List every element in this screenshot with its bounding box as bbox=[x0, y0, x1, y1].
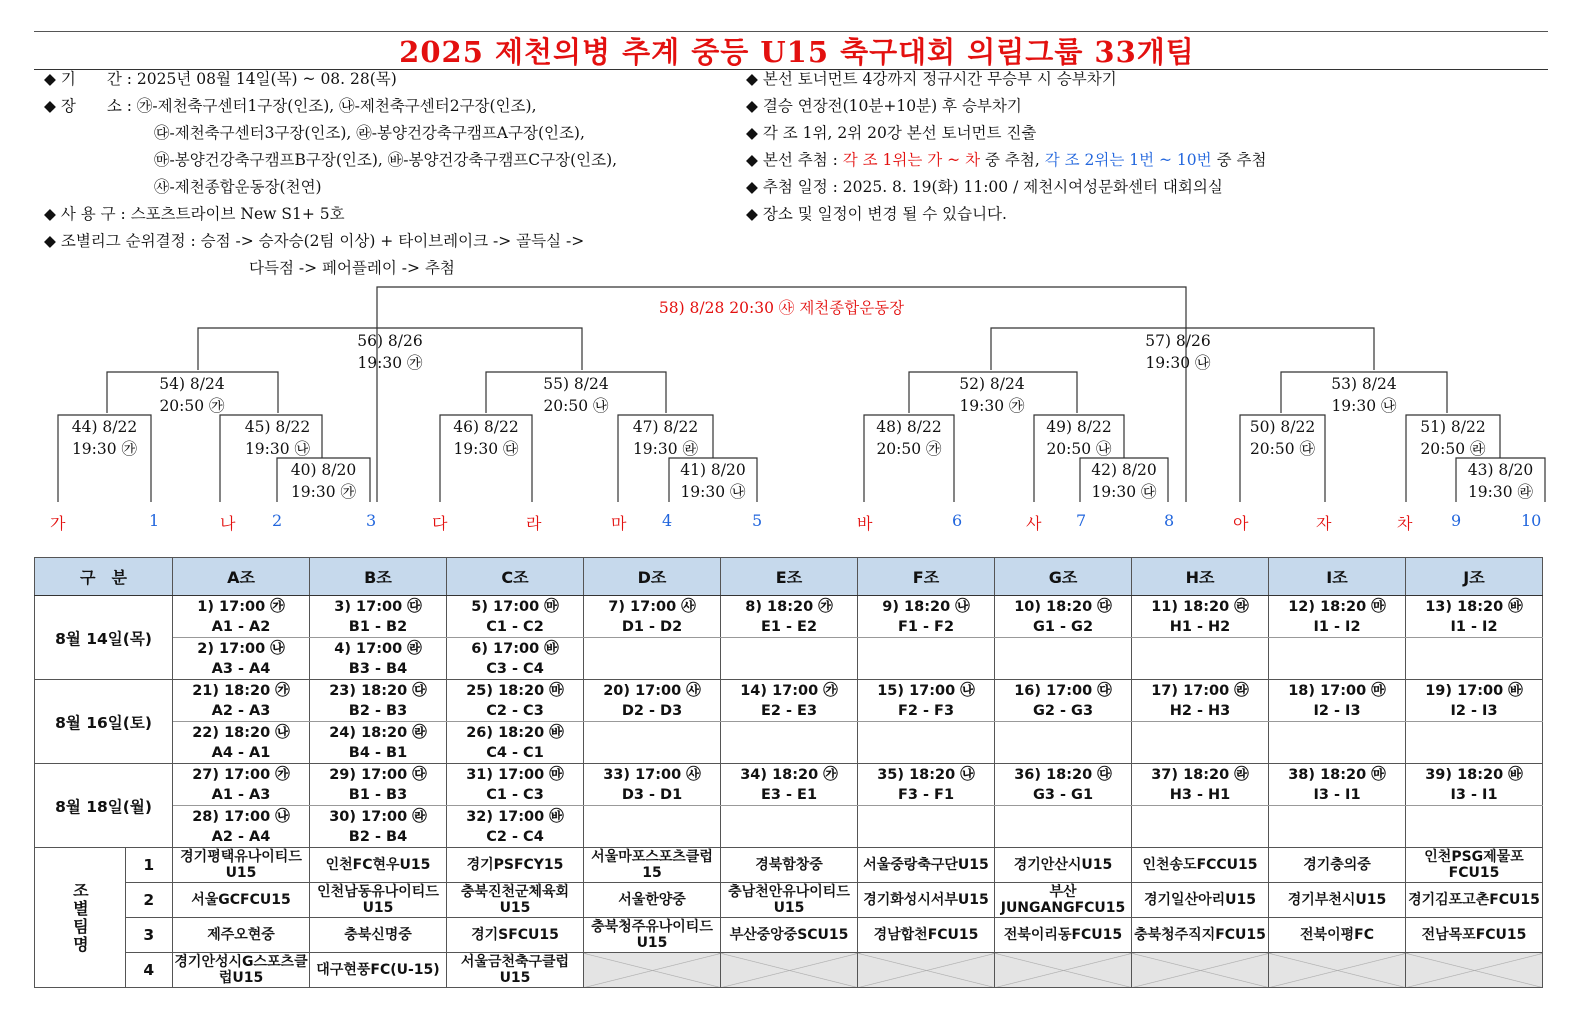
match-cell bbox=[173, 638, 310, 680]
match-cell bbox=[310, 596, 447, 638]
match-cell bbox=[173, 806, 310, 848]
match-time: 2) 17:00 ㉯ bbox=[197, 640, 285, 657]
team-name: 경기PSFCY15 bbox=[447, 848, 584, 883]
info-ball: ◆ 사 용 구 : 스포츠트라이브 New S1+ 5호 bbox=[44, 205, 345, 223]
team-name: 충북신명중 bbox=[310, 918, 447, 953]
info-rule-1: ◆ 본선 토너먼트 4강까지 정규시간 무승부 시 승부차기 bbox=[746, 70, 1117, 88]
match-time: 34) 18:20 ㉮ bbox=[740, 766, 838, 783]
match-teams: E1 - E2 bbox=[760, 618, 818, 635]
match-teams: F1 - F2 bbox=[897, 618, 955, 635]
match-cell bbox=[721, 596, 858, 638]
match-time: 14) 17:00 ㉮ bbox=[740, 682, 838, 699]
match-cell bbox=[858, 764, 995, 806]
empty-cell bbox=[1132, 953, 1269, 988]
match-time: 3) 17:00 ㉰ bbox=[334, 598, 422, 615]
match-cell bbox=[447, 596, 584, 638]
match-teams: C2 - C4 bbox=[486, 828, 544, 845]
match-cell bbox=[447, 680, 584, 722]
match-teams: B2 - B3 bbox=[348, 702, 408, 719]
team-name: 충북진천군체육회U15 bbox=[447, 883, 584, 918]
slot-label: 4 bbox=[662, 511, 673, 530]
slot-label: 2 bbox=[272, 511, 283, 530]
match-teams: B1 - B3 bbox=[348, 786, 408, 803]
team-name: 경기부천시U15 bbox=[1269, 883, 1406, 918]
match-45-label: 45) 8/22 19:30 ㉯ bbox=[244, 418, 311, 458]
team-row bbox=[35, 918, 1543, 953]
team-name: 서울GCFCU15 bbox=[173, 883, 310, 918]
match-cell bbox=[1269, 638, 1406, 680]
match-53-label: 53) 8/24 19:30 ㉯ bbox=[1331, 375, 1397, 415]
match-teams: E2 - E3 bbox=[760, 702, 818, 719]
schedule-row bbox=[35, 596, 1543, 638]
team-name: 경북함창중 bbox=[721, 848, 858, 883]
header-group-c: C조 bbox=[447, 558, 584, 596]
team-name: 인천FC현우U15 bbox=[310, 848, 447, 883]
match-time: 23) 18:20 ㉰ bbox=[329, 682, 427, 699]
match-cell bbox=[1269, 680, 1406, 722]
match-teams: I2 - I3 bbox=[1313, 702, 1361, 719]
match-teams: D1 - D2 bbox=[621, 618, 683, 635]
match-teams: G2 - G3 bbox=[1032, 702, 1094, 719]
slot-label: 6 bbox=[952, 511, 963, 530]
match-57-label: 57) 8/26 19:30 ㉯ bbox=[1145, 332, 1211, 372]
slot-label: 바 bbox=[857, 514, 873, 533]
match-42-label: 42) 8/20 19:30 ㉰ bbox=[1091, 461, 1157, 501]
schedule-body bbox=[35, 596, 1543, 848]
match-time: 4) 17:00 ㉱ bbox=[334, 640, 422, 657]
match-time: 11) 18:20 ㉱ bbox=[1151, 598, 1249, 615]
match-teams: I3 - I1 bbox=[1313, 786, 1361, 803]
match-cell bbox=[584, 722, 721, 764]
match-cell bbox=[721, 722, 858, 764]
info-change-notice: ◆ 장소 및 일정이 변경 될 수 있습니다. bbox=[746, 205, 1007, 223]
slot-label: 아 bbox=[1233, 514, 1249, 533]
team-name: 전남목포FCU15 bbox=[1406, 918, 1543, 953]
match-date: 8월 16일(토) bbox=[35, 680, 173, 764]
match-time: 15) 17:00 ㉯ bbox=[877, 682, 975, 699]
match-cell bbox=[721, 638, 858, 680]
match-cell bbox=[584, 764, 721, 806]
team-name: 경기일산아리U15 bbox=[1132, 883, 1269, 918]
info-period: ◆ 기 간 : 2025년 08월 14일(목) ~ 08. 28(목) bbox=[44, 70, 397, 88]
team-name: 경기평택유나이티드U15 bbox=[173, 848, 310, 883]
match-teams: C2 - C3 bbox=[486, 702, 544, 719]
empty-cell bbox=[995, 953, 1132, 988]
match-56-label: 56) 8/26 19:30 ㉮ bbox=[357, 332, 423, 372]
match-cell bbox=[995, 596, 1132, 638]
info-ranking-2: 다득점 -> 페어플레이 -> 추첨 bbox=[249, 259, 455, 277]
match-time: 24) 18:20 ㉱ bbox=[329, 724, 427, 741]
schedule-row bbox=[35, 680, 1543, 722]
team-name: 제주오현중 bbox=[173, 918, 310, 953]
empty-cell bbox=[858, 953, 995, 988]
team-name: 충남천안유나이티드U15 bbox=[721, 883, 858, 918]
match-teams: E3 - E1 bbox=[760, 786, 818, 803]
match-time: 29) 17:00 ㉰ bbox=[329, 766, 427, 783]
info-venue-4: ㉴-제천종합운동장(천연) bbox=[154, 178, 322, 196]
match-teams: B4 - B1 bbox=[348, 744, 408, 761]
match-cell bbox=[447, 638, 584, 680]
team-name: 대구현풍FC(U-15) bbox=[310, 953, 447, 988]
match-52-label: 52) 8/24 19:30 ㉮ bbox=[959, 375, 1025, 415]
match-time: 38) 18:20 ㉲ bbox=[1288, 766, 1386, 783]
match-cell bbox=[1269, 806, 1406, 848]
header-group-f: F조 bbox=[858, 558, 995, 596]
header-group-i: I조 bbox=[1269, 558, 1406, 596]
match-cell bbox=[584, 596, 721, 638]
header-group-d: D조 bbox=[584, 558, 721, 596]
match-teams: C1 - C2 bbox=[486, 618, 544, 635]
match-teams: B1 - B2 bbox=[348, 618, 408, 635]
slot-label: 10 bbox=[1521, 511, 1542, 530]
match-cell bbox=[858, 722, 995, 764]
match-40-label: 40) 8/20 19:30 ㉮ bbox=[290, 461, 357, 501]
match-time: 8) 18:20 ㉮ bbox=[745, 598, 833, 615]
info-venue-1: ◆ 장 소 : ㉮-제천축구센터1구장(인조), ㉯-제천축구센터2구장(인조), bbox=[44, 97, 537, 115]
team-name: 서울금천축구클럽U15 bbox=[447, 953, 584, 988]
match-cell bbox=[1132, 638, 1269, 680]
slot-label: 5 bbox=[752, 511, 763, 530]
match-58-label: 58) 8/28 20:30 ㉴ 제천종합운동장 bbox=[658, 299, 905, 317]
slot-label: 마 bbox=[611, 514, 627, 533]
info-rule-3: ◆ 각 조 1위, 2위 20강 본선 토너먼트 진출 bbox=[746, 124, 1037, 142]
match-teams: I2 - I3 bbox=[1450, 702, 1498, 719]
header-group-a: A조 bbox=[173, 558, 310, 596]
match-cell bbox=[1132, 596, 1269, 638]
match-cell bbox=[1406, 596, 1543, 638]
match-cell bbox=[447, 722, 584, 764]
team-name: 경남합천FCU15 bbox=[858, 918, 995, 953]
match-time: 36) 18:20 ㉰ bbox=[1014, 766, 1112, 783]
match-teams: F2 - F3 bbox=[897, 702, 955, 719]
match-date: 8월 18일(월) bbox=[35, 764, 173, 848]
match-time: 7) 17:00 ㉴ bbox=[608, 598, 696, 615]
match-time: 9) 18:20 ㉯ bbox=[882, 598, 970, 615]
match-cell bbox=[584, 806, 721, 848]
slot-label: 차 bbox=[1397, 514, 1413, 533]
info-ranking-1: ◆ 조별리그 순위결정 : 승점 -> 승자승(2팀 이상) + 타이브레이크 -> 골득실 -> bbox=[44, 232, 585, 250]
team-rank: 1 bbox=[125, 848, 172, 883]
match-cell bbox=[1269, 722, 1406, 764]
empty-cell bbox=[584, 953, 721, 988]
table-header-row bbox=[35, 558, 1543, 596]
empty-cell bbox=[1269, 953, 1406, 988]
team-name: 경기안산시U15 bbox=[995, 848, 1132, 883]
team-name: 인천남동유나이티드U15 bbox=[310, 883, 447, 918]
match-cell bbox=[721, 764, 858, 806]
schedule-row bbox=[35, 806, 1543, 848]
team-row bbox=[35, 848, 1543, 883]
match-teams: H3 - H1 bbox=[1169, 786, 1231, 803]
slot-label: 자 bbox=[1316, 514, 1332, 533]
slot-label: 가 bbox=[50, 514, 66, 533]
team-name: 경기김포고촌FCU15 bbox=[1406, 883, 1543, 918]
match-time: 31) 17:00 ㉲ bbox=[466, 766, 564, 783]
match-41-label: 41) 8/20 19:30 ㉯ bbox=[680, 461, 746, 501]
match-time: 16) 17:00 ㉰ bbox=[1014, 682, 1112, 699]
header-group-e: E조 bbox=[721, 558, 858, 596]
match-teams: H1 - H2 bbox=[1169, 618, 1231, 635]
match-cell bbox=[1132, 806, 1269, 848]
match-cell bbox=[584, 638, 721, 680]
match-teams: B3 - B4 bbox=[348, 660, 408, 677]
match-cell bbox=[310, 638, 447, 680]
match-time: 32) 17:00 ㉳ bbox=[466, 808, 564, 825]
team-name: 경기SFCU15 bbox=[447, 918, 584, 953]
match-cell bbox=[858, 680, 995, 722]
team-name: 전북이리동FCU15 bbox=[995, 918, 1132, 953]
match-cell bbox=[995, 722, 1132, 764]
slot-label: 라 bbox=[526, 514, 542, 533]
match-time: 35) 18:20 ㉯ bbox=[877, 766, 975, 783]
empty-cell bbox=[721, 953, 858, 988]
match-teams: B2 - B4 bbox=[348, 828, 408, 845]
match-cell bbox=[1406, 680, 1543, 722]
match-cell bbox=[1406, 722, 1543, 764]
match-time: 20) 17:00 ㉴ bbox=[603, 682, 701, 699]
match-55-label: 55) 8/24 20:50 ㉯ bbox=[543, 375, 609, 415]
teams-label: 조별팀명 bbox=[35, 848, 126, 988]
match-cell bbox=[173, 764, 310, 806]
match-teams: D3 - D1 bbox=[621, 786, 683, 803]
match-cell bbox=[310, 764, 447, 806]
team-rank: 4 bbox=[125, 953, 172, 988]
match-cell bbox=[1132, 722, 1269, 764]
match-teams: C3 - C4 bbox=[486, 660, 544, 677]
match-cell bbox=[173, 680, 310, 722]
match-time: 19) 17:00 ㉳ bbox=[1425, 682, 1523, 699]
match-time: 10) 18:20 ㉰ bbox=[1014, 598, 1112, 615]
match-cell bbox=[858, 806, 995, 848]
match-teams: I1 - I2 bbox=[1450, 618, 1498, 635]
match-time: 25) 18:20 ㉲ bbox=[466, 682, 564, 699]
team-rank: 3 bbox=[125, 918, 172, 953]
match-teams: I3 - I1 bbox=[1450, 786, 1498, 803]
team-name: 인천PSG제물포FCU15 bbox=[1406, 848, 1543, 883]
match-teams: H2 - H3 bbox=[1169, 702, 1231, 719]
match-time: 12) 18:20 ㉲ bbox=[1288, 598, 1386, 615]
team-row bbox=[35, 883, 1543, 918]
match-43-label: 43) 8/20 19:30 ㉱ bbox=[1467, 461, 1534, 501]
match-cell bbox=[721, 806, 858, 848]
team-name: 서울중랑축구단U15 bbox=[858, 848, 995, 883]
info-draw: ◆ 본선 추첨 : 각 조 1위는 가 ~ 차 중 추첨, 각 조 2위는 1번 ~ 10번 중 추첨 bbox=[746, 151, 1267, 169]
header-category: 구 분 bbox=[35, 558, 173, 596]
match-cell bbox=[721, 680, 858, 722]
match-cell bbox=[995, 764, 1132, 806]
page-title: 2025 제천의병 추계 중등 U15 축구대회 의림그룹 33개팀 bbox=[399, 35, 1195, 69]
match-teams: A3 - A4 bbox=[211, 660, 271, 677]
match-time: 1) 17:00 ㉮ bbox=[197, 598, 285, 615]
team-name: 충북청주유나이티드U15 bbox=[584, 918, 721, 953]
info-draw-schedule: ◆ 추첨 일정 : 2025. 8. 19(화) 11:00 / 제천시여성문화센터 대회의실 bbox=[746, 178, 1223, 196]
team-name: 충북청주직지FCU15 bbox=[1132, 918, 1269, 953]
match-cell bbox=[1406, 806, 1543, 848]
match-teams: C4 - C1 bbox=[486, 744, 544, 761]
team-name: 부산JUNGANGFCU15 bbox=[995, 883, 1132, 918]
info-left bbox=[44, 66, 617, 282]
match-49-label: 49) 8/22 20:50 ㉯ bbox=[1046, 418, 1112, 458]
slot-label: 9 bbox=[1451, 511, 1462, 530]
match-48-label: 48) 8/22 20:50 ㉮ bbox=[876, 418, 942, 458]
match-cell bbox=[1269, 764, 1406, 806]
slot-label: 3 bbox=[366, 511, 377, 530]
team-name: 서울마포스포츠클럽15 bbox=[584, 848, 721, 883]
match-cell bbox=[995, 806, 1132, 848]
team-name: 경기안성시G스포츠클럽U15 bbox=[174, 954, 308, 986]
match-cell bbox=[173, 596, 310, 638]
match-cell bbox=[1132, 764, 1269, 806]
match-time: 28) 17:00 ㉯ bbox=[192, 808, 290, 825]
team-name: 부산중앙중SCU15 bbox=[721, 918, 858, 953]
match-time: 33) 17:00 ㉴ bbox=[603, 766, 701, 783]
slot-label: 7 bbox=[1076, 511, 1087, 530]
header-group-g: G조 bbox=[995, 558, 1132, 596]
info-venue-2: ㉰-제천축구센터3구장(인조), ㉱-봉양건강축구캠프A구장(인조), bbox=[154, 124, 585, 142]
match-47-label: 47) 8/22 19:30 ㉱ bbox=[632, 418, 699, 458]
match-teams: G1 - G2 bbox=[1032, 618, 1094, 635]
match-cell bbox=[310, 722, 447, 764]
team-name: 경기충의중 bbox=[1269, 848, 1406, 883]
teams-body bbox=[35, 848, 1543, 988]
match-teams: C1 - C3 bbox=[486, 786, 544, 803]
match-cell bbox=[310, 680, 447, 722]
match-teams: D2 - D3 bbox=[621, 702, 683, 719]
slot-label: 1 bbox=[149, 511, 160, 530]
slot-label: 사 bbox=[1026, 514, 1042, 533]
team-name: 서울한양중 bbox=[584, 883, 721, 918]
slot-label: 나 bbox=[220, 514, 236, 533]
match-54-label: 54) 8/24 20:50 ㉮ bbox=[159, 375, 225, 415]
match-time: 5) 17:00 ㉲ bbox=[471, 598, 559, 615]
match-time: 27) 17:00 ㉮ bbox=[192, 766, 290, 783]
info-rule-2: ◆ 결승 연장전(10분+10분) 후 승부차기 bbox=[746, 97, 1022, 115]
header-group-b: B조 bbox=[310, 558, 447, 596]
match-cell bbox=[310, 806, 447, 848]
team-name: 경기화성시서부U15 bbox=[858, 883, 995, 918]
match-cell bbox=[447, 806, 584, 848]
match-teams: F3 - F1 bbox=[897, 786, 955, 803]
team-name: 인천송도FCCU15 bbox=[1132, 848, 1269, 883]
header-group-j: J조 bbox=[1406, 558, 1543, 596]
match-time: 17) 17:00 ㉱ bbox=[1151, 682, 1249, 699]
match-date: 8월 14일(목) bbox=[35, 596, 173, 680]
match-teams: A2 - A4 bbox=[211, 828, 271, 845]
match-cell bbox=[1132, 680, 1269, 722]
team-name: 전북이평FC bbox=[1269, 918, 1406, 953]
match-teams: A2 - A3 bbox=[211, 702, 271, 719]
match-cell bbox=[995, 680, 1132, 722]
match-cell bbox=[584, 680, 721, 722]
schedule-table bbox=[34, 557, 1543, 988]
match-time: 21) 18:20 ㉮ bbox=[192, 682, 290, 699]
match-cell bbox=[1406, 638, 1543, 680]
match-teams: A1 - A3 bbox=[211, 786, 271, 803]
match-time: 13) 18:20 ㉳ bbox=[1425, 598, 1523, 615]
match-time: 6) 17:00 ㉳ bbox=[471, 640, 559, 657]
slot-label: 8 bbox=[1164, 511, 1175, 530]
match-46-label: 46) 8/22 19:30 ㉰ bbox=[453, 418, 519, 458]
match-cell bbox=[858, 596, 995, 638]
header-group-h: H조 bbox=[1132, 558, 1269, 596]
schedule-row bbox=[35, 638, 1543, 680]
match-cell bbox=[858, 638, 995, 680]
schedule-row bbox=[35, 722, 1543, 764]
bracket-line-final bbox=[377, 287, 1186, 502]
match-cell bbox=[995, 638, 1132, 680]
match-cell bbox=[173, 722, 310, 764]
info-right bbox=[746, 66, 1266, 228]
empty-cell bbox=[1406, 953, 1543, 988]
match-time: 22) 18:20 ㉯ bbox=[192, 724, 290, 741]
match-cell bbox=[1269, 596, 1406, 638]
match-teams: I1 - I2 bbox=[1313, 618, 1361, 635]
match-cell bbox=[1406, 764, 1543, 806]
match-time: 26) 18:20 ㉳ bbox=[466, 724, 564, 741]
match-44-label: 44) 8/22 19:30 ㉮ bbox=[71, 418, 138, 458]
match-time: 30) 17:00 ㉱ bbox=[329, 808, 427, 825]
match-50-label: 50) 8/22 20:50 ㉰ bbox=[1249, 418, 1316, 458]
match-teams: A1 - A2 bbox=[211, 618, 271, 635]
schedule-row bbox=[35, 764, 1543, 806]
match-teams: G3 - G1 bbox=[1032, 786, 1094, 803]
match-time: 39) 18:20 ㉳ bbox=[1425, 766, 1523, 783]
slot-label: 다 bbox=[432, 514, 448, 533]
match-cell bbox=[447, 764, 584, 806]
match-51-label: 51) 8/22 20:50 ㉱ bbox=[1420, 418, 1486, 458]
match-teams: A4 - A1 bbox=[211, 744, 271, 761]
team-rank: 2 bbox=[125, 883, 172, 918]
match-time: 18) 17:00 ㉲ bbox=[1288, 682, 1386, 699]
info-venue-3: ㉲-봉양건강축구캠프B구장(인조), ㉳-봉양건강축구캠프C구장(인조), bbox=[154, 151, 618, 169]
team-row bbox=[35, 953, 1543, 988]
match-time: 37) 18:20 ㉱ bbox=[1151, 766, 1249, 783]
